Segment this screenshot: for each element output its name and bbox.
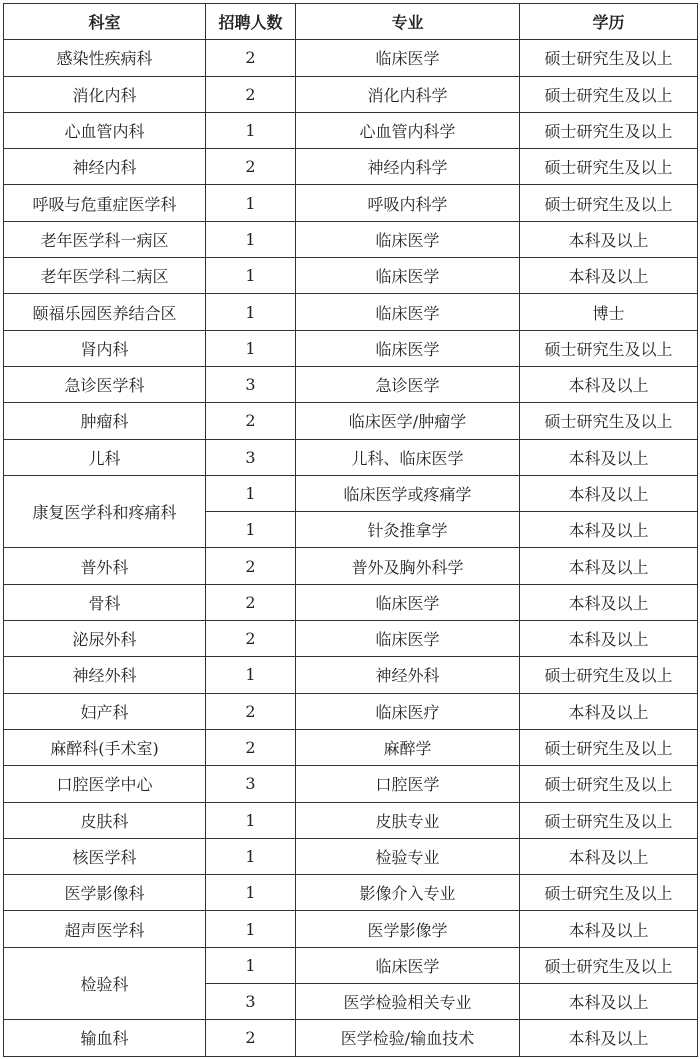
table-row — [4, 185, 698, 221]
degree-cell: 本科及以上 — [520, 475, 698, 511]
major-cell: 皮肤专业 — [296, 802, 520, 838]
count-cell: 1 — [206, 330, 296, 366]
table-row — [4, 258, 698, 294]
header-count: 招聘人数 — [206, 4, 296, 40]
department-cell: 消化内科 — [4, 76, 206, 112]
department-cell: 检验科 — [4, 947, 206, 1020]
department-cell: 骨科 — [4, 584, 206, 620]
count-cell: 3 — [206, 984, 296, 1020]
major-cell: 临床医学 — [296, 221, 520, 257]
department-cell: 颐福乐园医养结合区 — [4, 294, 206, 330]
department-cell: 康复医学科和疼痛科 — [4, 475, 206, 548]
header-department: 科室 — [4, 4, 206, 40]
table-row — [4, 112, 698, 148]
count-cell: 1 — [206, 185, 296, 221]
header-row — [4, 4, 698, 40]
count-cell: 2 — [206, 1020, 296, 1056]
major-cell: 呼吸内科学 — [296, 185, 520, 221]
count-cell: 3 — [206, 439, 296, 475]
degree-cell: 本科及以上 — [520, 1020, 698, 1056]
degree-cell: 本科及以上 — [520, 621, 698, 657]
degree-cell: 硕士研究生及以上 — [520, 657, 698, 693]
table-row — [4, 875, 698, 911]
table-row — [4, 366, 698, 402]
major-cell: 医学检验/输血技术 — [296, 1020, 520, 1056]
major-cell: 临床医学 — [296, 258, 520, 294]
major-cell: 临床医学/肿瘤学 — [296, 403, 520, 439]
department-cell: 老年医学科二病区 — [4, 258, 206, 294]
department-cell: 核医学科 — [4, 838, 206, 874]
degree-cell: 本科及以上 — [520, 439, 698, 475]
degree-cell: 硕士研究生及以上 — [520, 76, 698, 112]
degree-cell: 硕士研究生及以上 — [520, 185, 698, 221]
count-cell: 1 — [206, 112, 296, 148]
major-cell: 心血管内科学 — [296, 112, 520, 148]
department-cell: 呼吸与危重症医学科 — [4, 185, 206, 221]
major-cell: 影像介入专业 — [296, 875, 520, 911]
department-cell: 麻醉科(手术室) — [4, 729, 206, 765]
major-cell: 麻醉学 — [296, 729, 520, 765]
major-cell: 临床医学 — [296, 330, 520, 366]
count-cell: 2 — [206, 149, 296, 185]
count-cell: 2 — [206, 76, 296, 112]
count-cell: 1 — [206, 911, 296, 947]
recruitment-table — [3, 3, 698, 1057]
header-major: 专业 — [296, 4, 520, 40]
degree-cell: 硕士研究生及以上 — [520, 149, 698, 185]
major-cell: 神经内科学 — [296, 149, 520, 185]
count-cell: 1 — [206, 802, 296, 838]
table-row — [4, 766, 698, 802]
degree-cell: 硕士研究生及以上 — [520, 729, 698, 765]
department-cell: 老年医学科一病区 — [4, 221, 206, 257]
degree-cell: 本科及以上 — [520, 911, 698, 947]
major-cell: 临床医疗 — [296, 693, 520, 729]
department-cell: 儿科 — [4, 439, 206, 475]
degree-cell: 本科及以上 — [520, 693, 698, 729]
degree-cell: 硕士研究生及以上 — [520, 947, 698, 983]
department-cell: 普外科 — [4, 548, 206, 584]
major-cell: 临床医学 — [296, 40, 520, 76]
degree-cell: 博士 — [520, 294, 698, 330]
department-cell: 口腔医学中心 — [4, 766, 206, 802]
count-cell: 1 — [206, 657, 296, 693]
table-row — [4, 439, 698, 475]
degree-cell: 硕士研究生及以上 — [520, 330, 698, 366]
table-row — [4, 947, 698, 983]
degree-cell: 硕士研究生及以上 — [520, 403, 698, 439]
table-row — [4, 838, 698, 874]
count-cell: 1 — [206, 258, 296, 294]
department-cell: 妇产科 — [4, 693, 206, 729]
table-row — [4, 729, 698, 765]
header-degree: 学历 — [520, 4, 698, 40]
count-cell: 2 — [206, 621, 296, 657]
table-row — [4, 548, 698, 584]
major-cell: 医学影像学 — [296, 911, 520, 947]
count-cell: 2 — [206, 40, 296, 76]
degree-cell: 本科及以上 — [520, 221, 698, 257]
department-cell: 输血科 — [4, 1020, 206, 1056]
table-row — [4, 657, 698, 693]
count-cell: 3 — [206, 366, 296, 402]
major-cell: 临床医学 — [296, 621, 520, 657]
major-cell: 急诊医学 — [296, 366, 520, 402]
major-cell: 针灸推拿学 — [296, 512, 520, 548]
major-cell: 临床医学 — [296, 294, 520, 330]
count-cell: 1 — [206, 294, 296, 330]
degree-cell: 硕士研究生及以上 — [520, 112, 698, 148]
department-cell: 肾内科 — [4, 330, 206, 366]
degree-cell: 硕士研究生及以上 — [520, 766, 698, 802]
department-cell: 皮肤科 — [4, 802, 206, 838]
count-cell: 2 — [206, 729, 296, 765]
degree-cell: 本科及以上 — [520, 838, 698, 874]
table-row — [4, 149, 698, 185]
degree-cell: 本科及以上 — [520, 258, 698, 294]
table-row — [4, 621, 698, 657]
count-cell: 2 — [206, 548, 296, 584]
degree-cell: 硕士研究生及以上 — [520, 802, 698, 838]
count-cell: 1 — [206, 838, 296, 874]
table-row — [4, 40, 698, 76]
department-cell: 神经内科 — [4, 149, 206, 185]
degree-cell: 本科及以上 — [520, 512, 698, 548]
major-cell: 临床医学或疼痛学 — [296, 475, 520, 511]
table-row — [4, 802, 698, 838]
table-row — [4, 403, 698, 439]
count-cell: 2 — [206, 584, 296, 620]
table-row — [4, 475, 698, 511]
count-cell: 3 — [206, 766, 296, 802]
count-cell: 1 — [206, 512, 296, 548]
count-cell: 1 — [206, 475, 296, 511]
table-row — [4, 76, 698, 112]
department-cell: 感染性疾病科 — [4, 40, 206, 76]
major-cell: 消化内科学 — [296, 76, 520, 112]
department-cell: 神经外科 — [4, 657, 206, 693]
table-row — [4, 1020, 698, 1056]
table-row — [4, 330, 698, 366]
department-cell: 超声医学科 — [4, 911, 206, 947]
table-row — [4, 584, 698, 620]
degree-cell: 硕士研究生及以上 — [520, 875, 698, 911]
table-row — [4, 294, 698, 330]
degree-cell: 硕士研究生及以上 — [520, 40, 698, 76]
table-row — [4, 221, 698, 257]
degree-cell: 本科及以上 — [520, 548, 698, 584]
count-cell: 2 — [206, 693, 296, 729]
major-cell: 儿科、临床医学 — [296, 439, 520, 475]
major-cell: 临床医学 — [296, 947, 520, 983]
major-cell: 神经外科 — [296, 657, 520, 693]
degree-cell: 本科及以上 — [520, 366, 698, 402]
count-cell: 1 — [206, 875, 296, 911]
major-cell: 口腔医学 — [296, 766, 520, 802]
table-body — [4, 40, 698, 1056]
department-cell: 泌尿外科 — [4, 621, 206, 657]
major-cell: 普外及胸外科学 — [296, 548, 520, 584]
department-cell: 医学影像科 — [4, 875, 206, 911]
table-row — [4, 693, 698, 729]
department-cell: 急诊医学科 — [4, 366, 206, 402]
count-cell: 2 — [206, 403, 296, 439]
department-cell: 心血管内科 — [4, 112, 206, 148]
count-cell: 1 — [206, 221, 296, 257]
department-cell: 肿瘤科 — [4, 403, 206, 439]
major-cell: 医学检验相关专业 — [296, 984, 520, 1020]
major-cell: 临床医学 — [296, 584, 520, 620]
table-row — [4, 911, 698, 947]
degree-cell: 本科及以上 — [520, 584, 698, 620]
major-cell: 检验专业 — [296, 838, 520, 874]
count-cell: 1 — [206, 947, 296, 983]
degree-cell: 本科及以上 — [520, 984, 698, 1020]
